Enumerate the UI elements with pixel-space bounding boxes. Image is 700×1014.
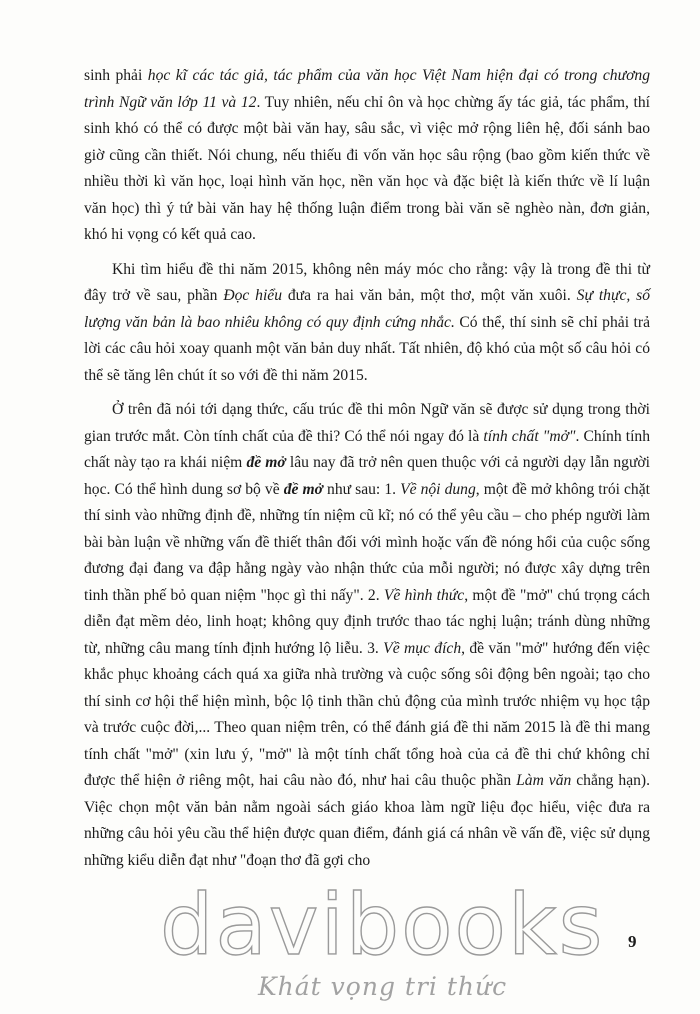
text-run: . Chính tính chất này tạo ra khái niệm [84,427,650,471]
emphasis-term: đề mở [283,480,323,498]
text-run: , đề văn "mở" hướng đến việc khắc phục khoảng cách quá xa giữa nhà trường và cuộc sống sôi động bên ngoài; tạo cho thí sinh cơ hội thể hiện mình, bộc lộ tinh thần chủ động của mình trước nhiệm vụ học tập và trước cuộc đời,... Theo quan niệm trên, có thể đánh giá đề thi năm 2015 là đề thi mang tính chất "mở" (xin lưu ý, "mở" là một tính chất tổng hoà của cả đề thi chứ không chỉ được thể hiện ở riêng một, hai câu nào đó, như hai câu thuộc phần [84,639,650,789]
italic-text: Về mục đích [383,639,462,657]
paragraph [84,397,650,874]
paragraph [84,257,650,390]
text-run: đưa ra hai văn bản, một thơ, một văn xuôi. [282,287,577,304]
text-run: , một đề mở không trói chặt thí sinh vào những định đề, những tín niệm cũ kĩ; nó có thể yêu cầu – cho phép người làm bài bàn luận về những vấn đề thiết thân đối với mình hoặc vấn đề nóng hổi của cuộc sống đương đại đang va đập hằng ngày vào nhận thức của mỗi người; nó được xây dựng trên tinh thần phế bỏ quan niệm "học gì thi nấy". 2. [84,480,650,604]
italic-text: Làm văn [516,772,572,789]
text-run: Ở trên đã nói tới dạng thức, cấu trúc đề thi môn Ngữ văn sẽ được sử dụng trong thời gian trước mắt. Còn tính chất của đề thi? Có thể nói ngay đó là [84,401,650,445]
italic-text: Đọc hiểu [223,287,282,304]
italic-text: Sự thực, số lượng văn bản là bao nhiêu không có quy định cứng nhắc. [84,287,650,331]
text-run: Khi tìm hiểu đề thi năm 2015, không nên máy móc cho rằng: vậy là trong đề thi từ đây trở về sau, phần [84,260,650,304]
text-run: . Tuy nhiên, nếu chỉ ôn và học chừng ấy tác giả, tác phẩm, thí sinh khó có thể có được một bài văn hay, sâu sắc, vì việc mở rộng liên hệ, đối sánh bao giờ cũng cần thiết. Nói chung, nếu thiếu đi vốn văn học sâu rộng (bao gồm kiến thức về nhiều thời kì văn học, loại hình văn học, nền văn học và đặc biệt là kiến thức về lí luận văn học) thì ý tứ bài văn hay hệ thống luận điểm trong bài văn sẽ nghèo nàn, đơn giản, khó hi vọng có kết quả cao. [84,93,650,243]
text-run: sinh phải [84,67,148,84]
text-run: như sau: 1. [322,480,401,498]
watermark-tagline: Khát vọng tri thức [258,972,508,1001]
paragraph [84,63,650,249]
text-run: Có thể, thí sinh sẽ chỉ phải trả lời các câu hỏi xoay quanh một văn bản duy nhất. Tất nhiên, độ khó của một số câu hỏi có thể sẽ tăng lên chút ít so với đề thi năm 2015. [84,313,650,384]
italic-text: học kĩ các tác giả, tác phẩm của văn học Việt Nam hiện đại có trong chương trình Ngữ văn lớp 11 và 12 [84,67,650,111]
text-run: , một đề "mở" chú trọng cách diễn đạt mềm dẻo, linh hoạt; không quy định trước thao tác nghị luận; tránh dùng những từ, những câu mang tính định hướng lộ liễu. 3. [84,586,650,657]
italic-text: Về hình thức [383,586,465,604]
text-run: chẳng hạn). Việc chọn một văn bản nằm ngoài sách giáo khoa làm ngữ liệu đọc hiểu, việc đưa ra những câu hỏi yêu cầu thể hiện được quan điểm, đánh giá cá nhân về vấn đề, việc sử dụng những kiểu diễn đạt như "đoạn thơ đã gợi cho [84,772,650,869]
italic-text: tính chất "mở" [483,427,576,445]
watermark-logo: davibooks [160,876,605,974]
page-number: 9 [628,932,637,951]
emphasis-term: đề mở [246,454,286,471]
italic-text: Về nội dung [400,480,476,498]
text-run: lâu nay đã trở nên quen thuộc với cả người dạy lẫn người học. Có thể hình dung sơ bộ về [84,454,650,498]
body-text [84,63,650,882]
